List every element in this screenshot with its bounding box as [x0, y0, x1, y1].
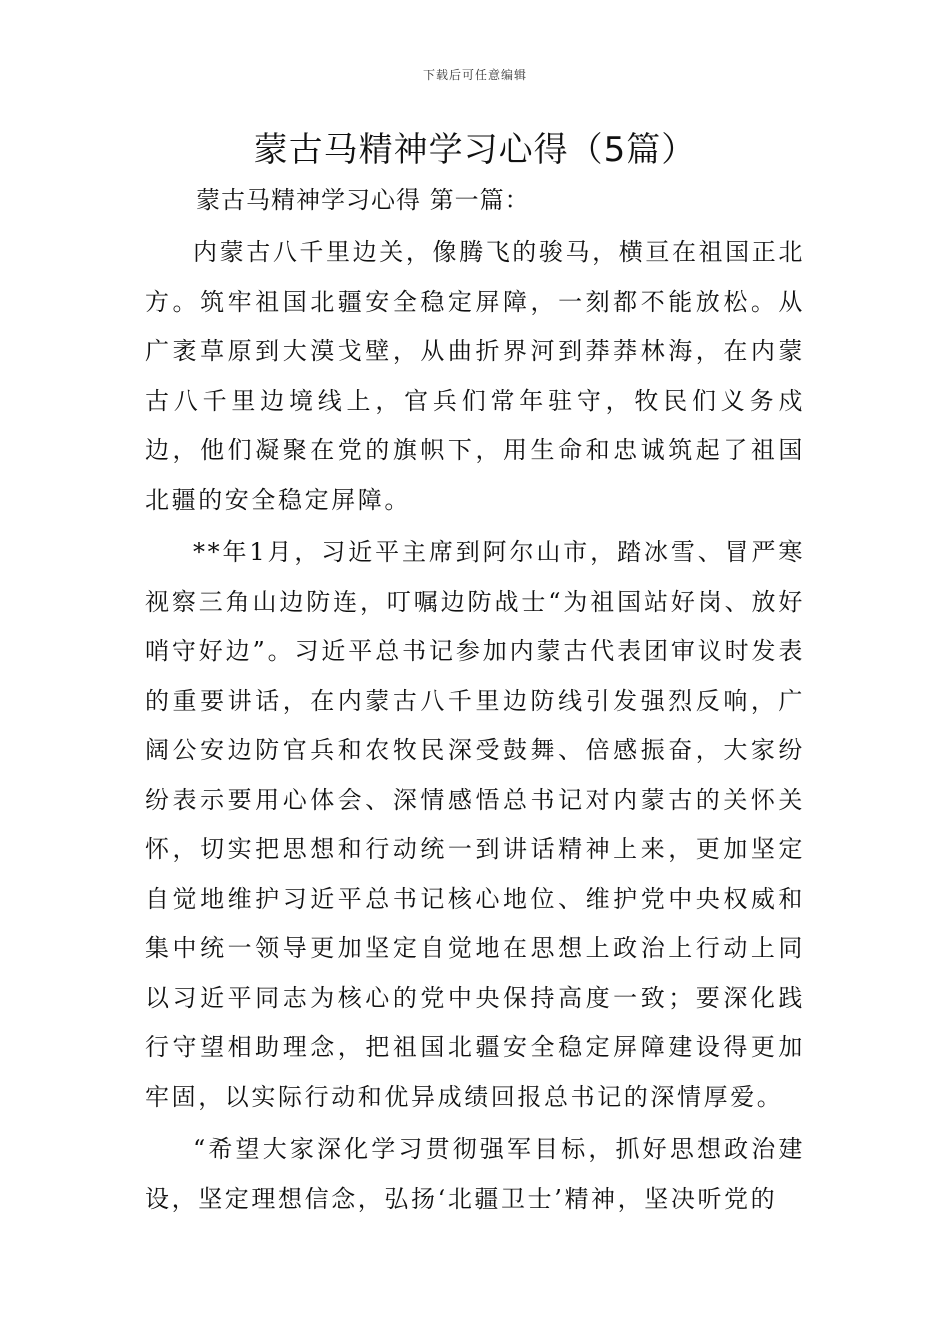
paragraph-2: **年1月，习近平主席到阿尔山市，踏冰雪、冒严寒视察三角山边防连，叮嘱边防战士“为祖国站好岗、放好哨守好边”。习近平总书记参加内蒙古代表团审议时发表的重要讲话，在内蒙古八千里边防线引发强烈反响，广阔公安边防官兵和农牧民深受鼓舞、倍感振奋，大家纷纷表示要用心体会、深情感悟总书记对内蒙古的关怀关怀，切实把思想和行动统一到讲话精神上来，更加坚定自觉地维护习近平总书记核心地位、维护党中央权威和集中统一领导更加坚定自觉地在思想上政治上行动上同以习近平同志为核心的党中央保持高度一致；要深化践行守望相助理念，把祖国北疆安全稳定屏障建设得更加牢固，以实际行动和优异成绩回报总书记的深情厚爱。: [145, 538, 805, 1111]
header-note: 下载后可任意编辑: [422, 68, 527, 82]
paragraph-3: “希望大家深化学习贯彻强军目标，抓好思想政治建设，坚定理想信念，弘扬‘北疆卫士’精神，坚决听党的: [145, 1135, 805, 1213]
paragraph-1: 内蒙古八千里边关，像腾飞的骏马，横亘在祖国正北方。筑牢祖国北疆安全稳定屏障，一刻都不能放松。从广袤草原到大漠戈壁，从曲折界河到莽莽林海，在内蒙古八千里边境线上，官兵们常年驻守，牧民们义务戍边，他们凝聚在党的旗帜下，用生命和忠诚筑起了祖国北疆的安全稳定屏障。: [145, 238, 805, 514]
section-subtitle: 蒙古马精神学习心得 第一篇：: [196, 186, 530, 214]
document-title: 蒙古马精神学习心得（5篇）: [253, 130, 697, 170]
